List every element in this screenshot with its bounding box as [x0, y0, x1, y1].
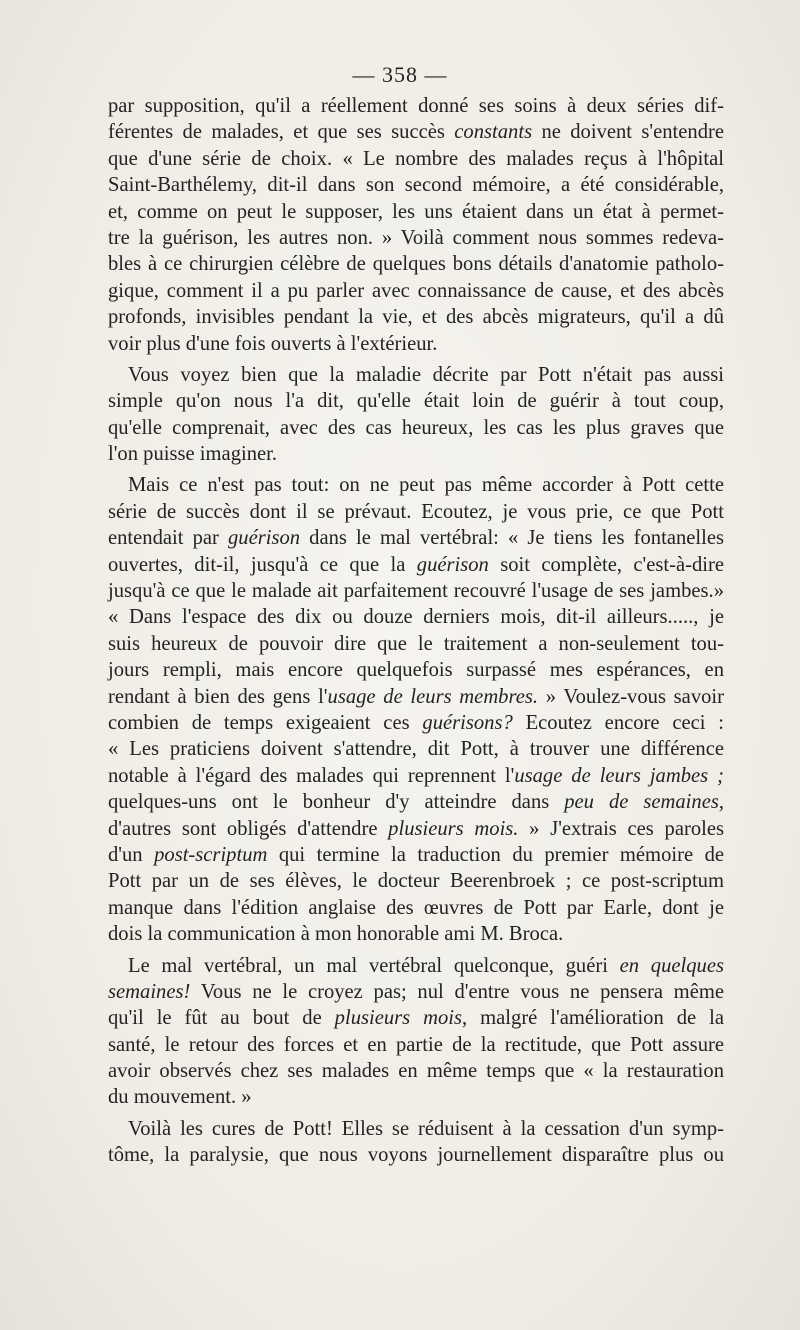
paragraph: [108, 472, 724, 947]
text-run: qu'il le fût au bout de: [108, 1007, 335, 1030]
italic-text-run: en quelques: [619, 954, 724, 977]
text-run: que d'une série de choix. « Le nombre des malades reçus à l'hôpital: [108, 147, 724, 170]
text-run: Pott par un de ses élèves, le docteur Beerenbroek ; ce post-scriptum: [108, 870, 724, 893]
text-line: [108, 1116, 724, 1142]
text-run: suis heureux de pouvoir dire que le traitement a non-seulement tou-: [108, 632, 724, 655]
text-line: [108, 736, 724, 762]
text-line: [108, 953, 724, 979]
text-run: d'autres sont obligés d'attendre: [108, 817, 389, 840]
text-line: [108, 684, 724, 710]
text-run: tre la guérison, les autres non. » Voilà comment nous sommes redeva-: [108, 226, 724, 249]
text-run: Le mal vertébral, un mal vertébral quelconque, guéri: [128, 954, 620, 977]
text-line: [108, 842, 724, 868]
text-line: [108, 895, 724, 921]
text-run: dois la communication à mon honorable ami M. Broca.: [108, 923, 564, 946]
text-line: [108, 789, 724, 815]
text-run: ,: [718, 791, 725, 814]
text-line: [108, 199, 724, 225]
text-line: [108, 710, 724, 736]
text-run: » J'extrais ces paroles: [518, 817, 724, 840]
text-run: combien de temps exigeaient ces: [108, 711, 423, 734]
page-number: — 358 —: [352, 62, 448, 87]
text-run: d'un: [108, 843, 155, 866]
text-run: Vous voyez bien que la maladie décrite par Pott n'était pas aussi: [128, 363, 724, 386]
text-run: notable à l'égard des malades qui reprennent l': [108, 764, 515, 787]
text-run: « Les praticiens doivent s'attendre, dit Pott, à trouver une différence: [108, 738, 724, 761]
text-line: [108, 93, 724, 119]
text-line: [108, 868, 724, 894]
italic-text-run: plusieurs mois: [334, 1007, 463, 1030]
text-run: gique, comment il a pu parler avec connaissance de cause, et des abcès: [108, 279, 724, 302]
text-line: [108, 657, 724, 683]
text-line: [108, 1084, 724, 1110]
text-line: [108, 441, 724, 467]
italic-text-run: constants: [454, 121, 533, 144]
text-run: avoir observés chez ses malades en même temps que « la restauration: [108, 1060, 724, 1083]
text-run: Saint-Barthélemy, dit-il dans son second mémoire, a été considérable,: [108, 174, 724, 197]
text-line: [108, 278, 724, 304]
paragraph: [108, 953, 724, 1111]
paragraph: [108, 1116, 724, 1169]
italic-text-run: guérison: [416, 553, 489, 576]
text-line: [108, 472, 724, 498]
text-run: ne doivent s'entendre: [532, 121, 725, 144]
text-run: férentes de malades, et que ses succès: [108, 121, 455, 144]
italic-text-run: guérisons?: [422, 711, 513, 734]
text-line: [108, 1058, 724, 1084]
text-line: [108, 1005, 724, 1031]
text-line: [108, 251, 724, 277]
text-line: [108, 631, 724, 657]
italic-text-run: peu de semaines: [564, 791, 719, 814]
text-run: soit complète, c'est-à-dire: [488, 553, 724, 576]
text-run: Vous ne le croyez pas; nul d'entre vous ne pensera même: [190, 980, 724, 1003]
text-run: simple qu'on nous l'a dit, qu'elle était loin de guérir à tout coup,: [108, 390, 724, 413]
text-run: profonds, invisibles pendant la vie, et des abcès migrateurs, qu'il a dû: [108, 306, 724, 329]
italic-text-run: post-scriptum: [154, 843, 268, 866]
text-run: quelques-uns ont le bonheur d'y atteindre dans: [108, 791, 565, 814]
text-run: Mais ce n'est pas tout: on ne peut pas même accorder à Pott cette: [128, 474, 724, 497]
text-line: [108, 225, 724, 251]
italic-text-run: semaines!: [108, 980, 191, 1003]
text-run: » Voulez-vous savoir: [538, 685, 724, 708]
italic-text-run: plusieurs mois.: [388, 817, 519, 840]
text-run: jusqu'à ce que le malade ait parfaitement recouvré l'usage de ses jambes.»: [108, 580, 724, 603]
text-run: et, comme on peut le supposer, les uns étaient dans un état à permet-: [108, 200, 724, 223]
text-line: [108, 604, 724, 630]
text-run: du mouvement. »: [108, 1086, 252, 1109]
text-line: [108, 816, 724, 842]
paragraph: [108, 362, 724, 468]
text-line: [108, 763, 724, 789]
text-line: [108, 525, 724, 551]
text-line: [108, 1142, 724, 1168]
text-line: [108, 119, 724, 145]
text-run: manque dans l'édition anglaise des œuvres de Pott par Earle, dont je: [108, 896, 724, 919]
body-text: [108, 93, 724, 1169]
text-run: dans le mal vertébral: « Je tiens les fontanelles: [300, 527, 725, 550]
italic-text-run: usage de leurs membres.: [327, 685, 539, 708]
text-line: [108, 1032, 724, 1058]
italic-text-run: usage de leurs jambes ;: [514, 764, 724, 787]
text-run: par supposition, qu'il a réellement donné ses soins à deux séries dif-: [108, 95, 724, 117]
text-line: [108, 499, 724, 525]
text-line: [108, 578, 724, 604]
text-run: ouvertes, dit-il, jusqu'à ce que la: [108, 553, 417, 576]
text-run: entendait par: [108, 527, 228, 550]
text-run: bles à ce chirurgien célèbre de quelques bons détails d'anatomie patholo-: [108, 253, 724, 276]
text-run: qui termine la traduction du premier mémoire de: [267, 843, 725, 866]
text-line: [108, 388, 724, 414]
text-run: qu'elle comprenait, avec des cas heureux, les cas les plus graves que: [108, 416, 724, 439]
text-line: [108, 552, 724, 578]
text-line: [108, 172, 724, 198]
text-line: [108, 146, 724, 172]
text-run: « Dans l'espace des dix ou douze derniers mois, dit-il ailleurs....., je: [108, 606, 724, 629]
text-line: [108, 304, 724, 330]
text-run: voir plus d'une fois ouverts à l'extérieur.: [108, 332, 438, 355]
text-run: santé, le retour des forces et en partie de la rectitude, que Pott assure: [108, 1033, 724, 1056]
text-run: tôme, la paralysie, que nous voyons journellement disparaître plus ou: [108, 1144, 724, 1167]
text-run: rendant à bien des gens l': [108, 685, 328, 708]
text-line: [108, 331, 724, 357]
text-line: [108, 979, 724, 1005]
text-run: , malgré l'amélioration de la: [462, 1007, 724, 1030]
text-run: l'on puisse imaginer.: [108, 443, 278, 466]
text-line: [108, 921, 724, 947]
text-run: jours rempli, mais encore quelquefois surpassé mes espérances, en: [108, 659, 724, 682]
text-run: Ecoutez encore ceci :: [512, 711, 724, 734]
text-line: [108, 362, 724, 388]
text-run: Voilà les cures de Pott! Elles se réduisent à la cessation d'un symp-: [128, 1117, 724, 1140]
text-line: [108, 415, 724, 441]
italic-text-run: guérison: [228, 527, 301, 550]
paragraph: [108, 93, 724, 357]
text-run: série de succès dont il se prévaut. Ecoutez, je vous prie, ce que Pott: [108, 500, 724, 523]
